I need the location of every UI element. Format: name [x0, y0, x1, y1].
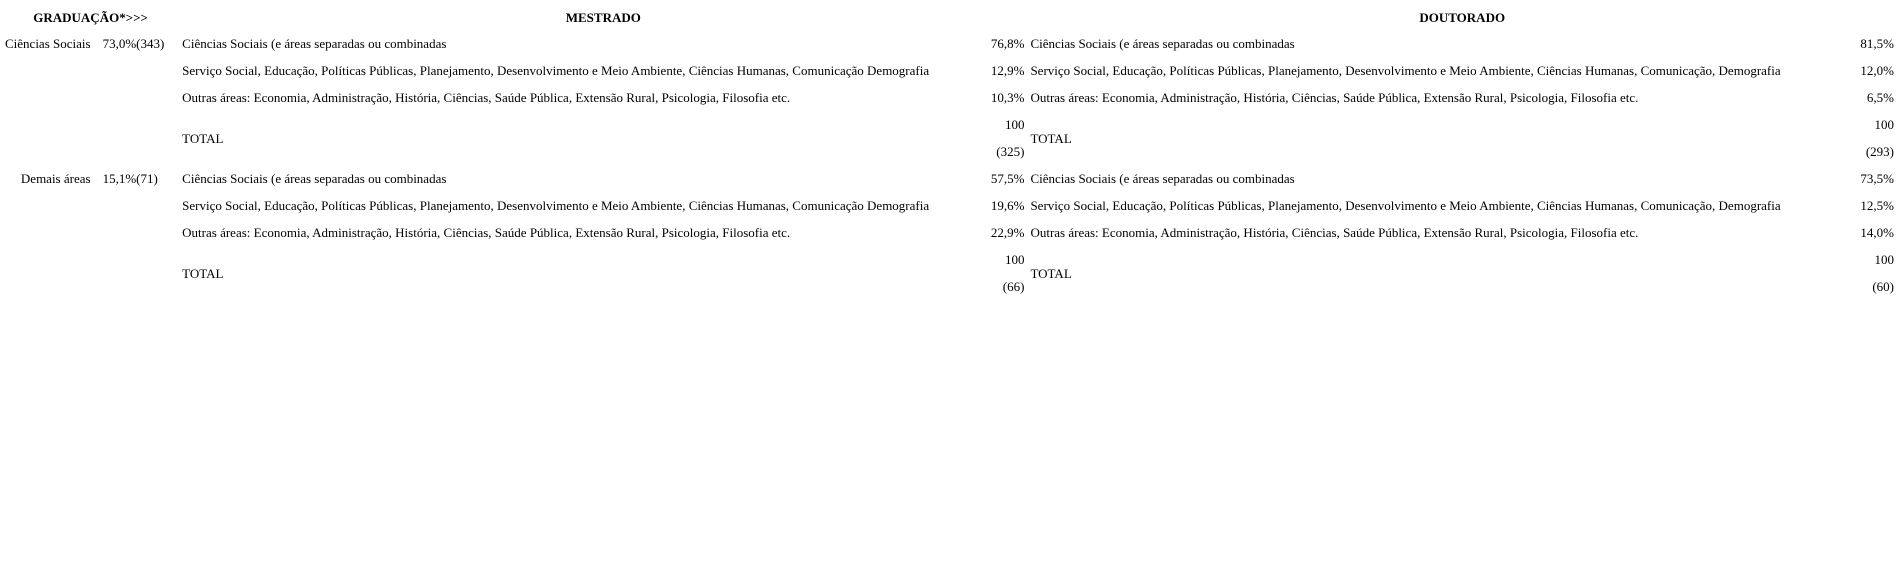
graduacao-pct: 15,1%(71)	[102, 171, 158, 186]
doutorado-total-label: TOTAL	[1030, 265, 1072, 281]
doutorado-row-label: Outras áreas: Economia, Administração, História, Ciências, Saúde Pública, Extensão Rural, Psicologia, Filosofia etc.	[1030, 90, 1639, 105]
doutorado-row-label: Outras áreas: Economia, Administração, História, Ciências, Saúde Pública, Extensão Rural, Psicologia, Filosofia etc.	[1030, 225, 1639, 240]
mestrado-total	[984, 111, 1028, 165]
table-row	[2, 57, 1897, 84]
doutorado-total-value: 100	[1874, 117, 1894, 132]
mestrado-row-value: 19,6%	[990, 198, 1025, 213]
doutorado-row-value: 12,5%	[1860, 198, 1894, 213]
mestrado-total-n: (66)	[1002, 279, 1025, 294]
doutorado-row-value: 81,5%	[1860, 36, 1894, 51]
mestrado-row-label: Serviço Social, Educação, Políticas Públicas, Planejamento, Desenvolvimento e Meio Ambiente, Ciências Humanas, Comunicação Demografia	[182, 198, 930, 213]
mestrado-total-n: (325)	[996, 144, 1025, 159]
table-row	[2, 219, 1897, 246]
header-row	[2, 6, 1897, 30]
header-mestrado: MESTRADO	[565, 10, 641, 25]
data-table	[2, 6, 1897, 300]
table-row	[2, 84, 1897, 111]
doutorado-total-n: (293)	[1865, 144, 1894, 159]
mestrado-total	[984, 246, 1028, 300]
mestrado-row-value: 10,3%	[990, 90, 1025, 105]
graduacao-area: Demais áreas	[20, 171, 91, 186]
mestrado-row-value: 12,9%	[990, 63, 1025, 78]
mestrado-total-label: TOTAL	[182, 265, 224, 281]
doutorado-total-n: (60)	[1872, 279, 1894, 294]
mestrado-row-value: 76,8%	[990, 36, 1025, 51]
doutorado-row-value: 14,0%	[1860, 225, 1894, 240]
table-row	[2, 30, 1897, 57]
doutorado-total	[1853, 111, 1897, 165]
mestrado-row-value: 57,5%	[990, 171, 1025, 186]
doutorado-row-value: 73,5%	[1860, 171, 1894, 186]
doutorado-total	[1853, 246, 1897, 300]
mestrado-row-value: 22,9%	[990, 225, 1025, 240]
mestrado-row-label: Outras áreas: Economia, Administração, História, Ciências, Saúde Pública, Extensão Rural, Psicologia, Filosofia etc.	[182, 225, 791, 240]
header-graduacao: GRADUAÇÃO*>>>	[33, 10, 148, 25]
mestrado-row-label: Outras áreas: Economia, Administração, História, Ciências, Saúde Pública, Extensão Rural, Psicologia, Filosofia etc.	[182, 90, 791, 105]
doutorado-row-label: Ciências Sociais (e áreas separadas ou combinadas	[1030, 171, 1295, 186]
doutorado-total-value: 100	[1874, 252, 1894, 267]
header-doutorado: DOUTORADO	[1419, 10, 1506, 25]
doutorado-row-value: 12,0%	[1860, 63, 1894, 78]
mestrado-row-label: Ciências Sociais (e áreas separadas ou combinadas	[182, 171, 447, 186]
table-row	[2, 165, 1897, 192]
graduacao-pct: 73,0%(343)	[102, 36, 165, 51]
graduacao-area: Ciências Sociais	[5, 36, 91, 51]
mestrado-total-label: TOTAL	[182, 130, 224, 146]
mestrado-total-value: 100	[1004, 252, 1025, 267]
doutorado-total-label: TOTAL	[1030, 130, 1072, 146]
doutorado-row-label: Serviço Social, Educação, Políticas Públicas, Planejamento, Desenvolvimento e Meio Ambiente, Ciências Humanas, Comunicação, Demografia	[1030, 63, 1781, 78]
total-row	[2, 111, 1897, 165]
total-row	[2, 246, 1897, 300]
mestrado-total-value: 100	[1004, 117, 1025, 132]
doutorado-row-value: 6,5%	[1866, 90, 1894, 105]
mestrado-row-label: Serviço Social, Educação, Políticas Públicas, Planejamento, Desenvolvimento e Meio Ambiente, Ciências Humanas, Comunicação Demografia	[182, 63, 930, 78]
doutorado-row-label: Ciências Sociais (e áreas separadas ou combinadas	[1030, 36, 1295, 51]
doutorado-row-label: Serviço Social, Educação, Políticas Públicas, Planejamento, Desenvolvimento e Meio Ambiente, Ciências Humanas, Comunicação, Demografia	[1030, 198, 1781, 213]
mestrado-row-label: Ciências Sociais (e áreas separadas ou combinadas	[182, 36, 447, 51]
table-row	[2, 192, 1897, 219]
